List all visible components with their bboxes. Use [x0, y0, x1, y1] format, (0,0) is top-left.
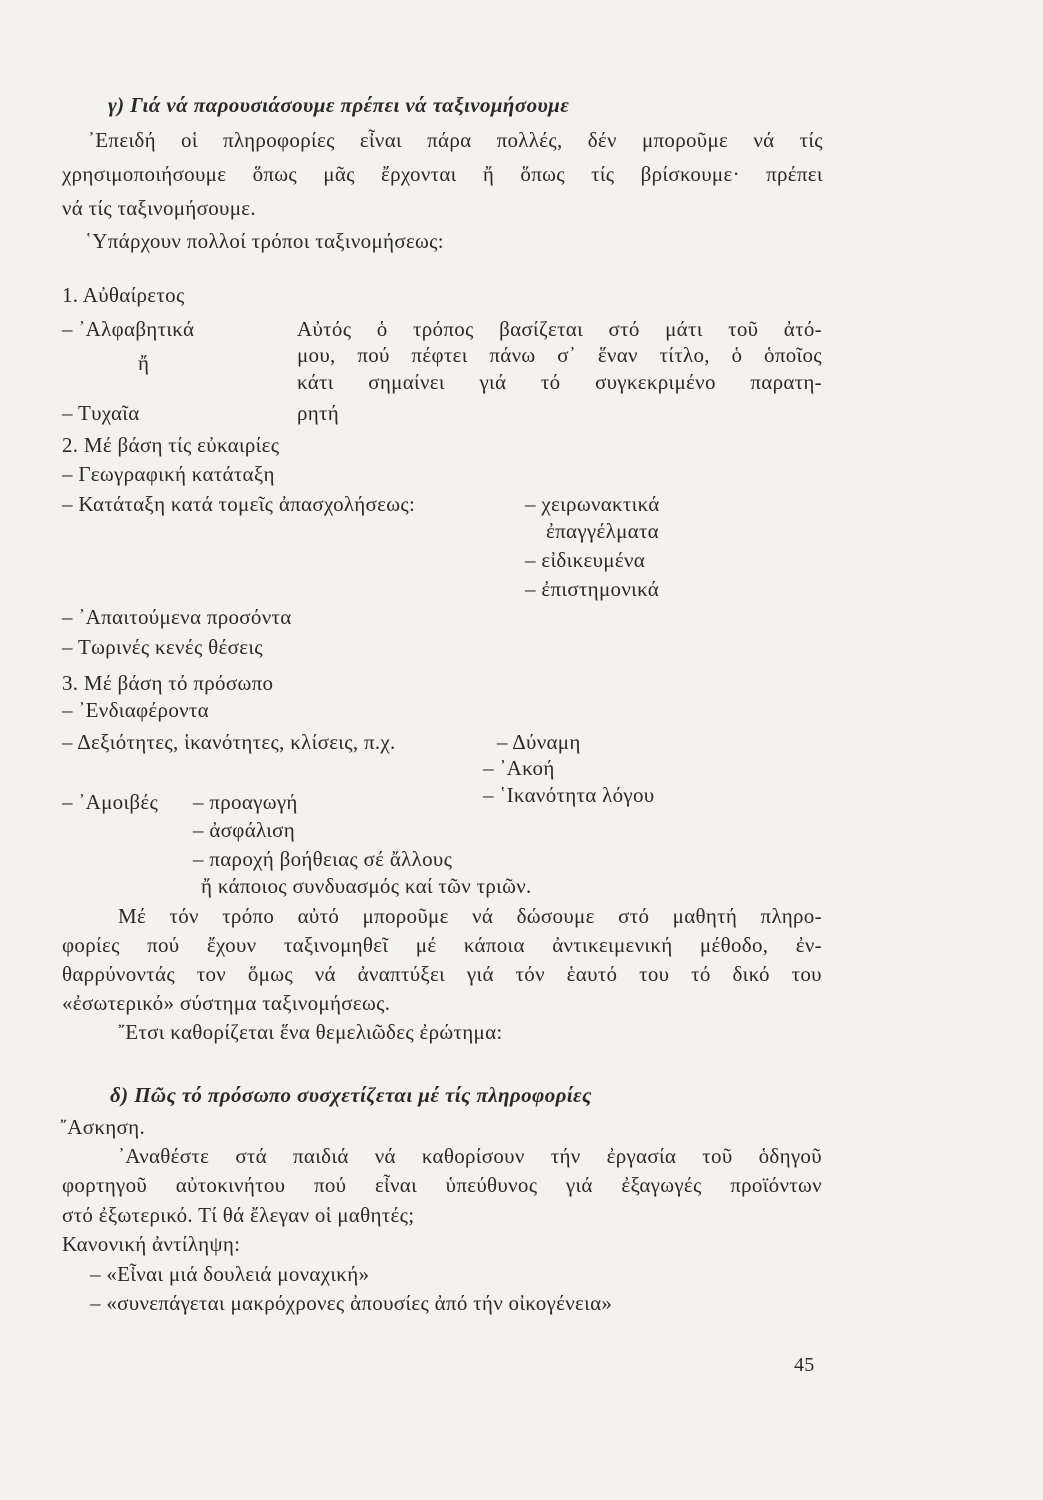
list1-or: ἤ — [138, 351, 150, 375]
intro-line-4: ῾Υπάρχουν πολλοί τρόποι ταξινομήσεως: — [85, 229, 444, 253]
list1-note-line-4: ρητή — [297, 401, 340, 425]
perception-item-2: – «συνεπάγεται μακρόχρονες ἀπουσίες ἀπό τήν οἰκογένεια» — [90, 1291, 613, 1315]
list2-sectors: – Κατάταξη κατά τομεῖς ἀπασχολήσεως: — [62, 492, 416, 516]
section-c-heading: γ) Γιά νά παρουσιάσουμε πρέπει νά ταξινομήσουμε — [108, 93, 570, 117]
paragraph2-line-1: Μέ τόν τρόπο αὐτό μποροῦμε νά δώσουμε στό μαθητή πληρο- — [118, 904, 822, 928]
list1-item-alphabetical: – ᾿Αλφαβητικά — [62, 317, 195, 341]
fundamental-question: ῎Ετσι καθορίζεται ἕνα θεμελιῶδες ἐρώτημα: — [118, 1020, 503, 1044]
list2-required-qualifications: – ᾿Απαιτούμενα προσόντα — [62, 605, 292, 629]
skill-item-speech: – ῾Ικανότητα λόγου — [483, 783, 655, 807]
skill-item-strength: – Δύναμη — [497, 730, 581, 754]
exercise-line-1: ᾿Αναθέστε στά παιδιά νά καθορίσουν τήν ἐργασία τοῦ ὁδηγοῦ — [118, 1144, 822, 1168]
list3-skills: – Δεξιότητες, ἱκανότητες, κλίσεις, π.χ. — [62, 730, 396, 754]
list1-item-random: – Τυχαῖα — [62, 401, 140, 425]
exercise-label: ῎Ασκηση. — [60, 1115, 145, 1139]
page-number: 45 — [794, 1354, 815, 1376]
list3-title: 3. Μέ βάση τό πρόσωπο — [62, 671, 274, 695]
sector-item-manual: – χειρωνακτικά — [525, 492, 660, 516]
intro-line-1: ᾿Επειδή οἱ πληροφορίες εἶναι πάρα πολλές, δέν μποροῦμε νά τίς — [88, 128, 823, 152]
paragraph2-line-2: φορίες πού ἔχουν ταξινομηθεῖ μέ κάποια ἀντικειμενική μέθοδο, ἐν- — [62, 933, 822, 957]
intro-line-2: χρησιμοποιήσουμε ὅπως μᾶς ἔρχονται ἤ ὅπως τίς βρίσκουμε· πρέπει — [62, 162, 823, 186]
list3-rewards: – ᾿Αμοιβές — [62, 790, 159, 814]
list2-geographic: – Γεωγραφική κατάταξη — [62, 462, 275, 486]
reward-item-helping-others: – παροχή βοήθειας σέ ἄλλους — [193, 847, 453, 871]
sector-item-professions: ἐπαγγέλματα — [546, 519, 659, 543]
reward-item-promotion: – προαγωγή — [193, 790, 298, 814]
list1-title: 1. Αὐθαίρετος — [62, 283, 185, 307]
perception-label: Κανονική ἀντίληψη: — [62, 1232, 241, 1256]
reward-item-combination: ἤ κάποιος συνδυασμός καί τῶν τριῶν. — [201, 874, 532, 898]
list3-interests: – ᾿Ενδιαφέροντα — [62, 698, 209, 722]
paragraph2-line-4: «ἐσωτερικό» σύστημα ταξινομήσεως. — [62, 991, 391, 1015]
list2-title: 2. Μέ βάση τίς εὐκαιρίες — [62, 433, 280, 457]
section-d-heading: δ) Πῶς τό πρόσωπο συσχετίζεται μέ τίς πληροφορίες — [110, 1083, 592, 1107]
paragraph2-line-3: θαρρύνοντάς τον ὅμως νά ἀναπτύξει γιά τόν ἑαυτό του τό δικό του — [62, 962, 822, 986]
list2-current-vacancies: – Τωρινές κενές θέσεις — [62, 635, 263, 659]
exercise-line-2: φορτηγοῦ αὐτοκινήτου πού εἶναι ὑπεύθυνος γιά ἐξαγωγές προϊόντων — [62, 1173, 822, 1197]
list1-note-line-1: Αὐτός ὁ τρόπος βασίζεται στό μάτι τοῦ ἀτό- — [297, 317, 822, 341]
exercise-line-3: στό ἐξωτερικό. Τί θά ἔλεγαν οἱ μαθητές; — [62, 1203, 415, 1227]
list1-note-line-2: μου, πού πέφτει πάνω σ᾿ ἕναν τίτλο, ὁ ὁποῖος — [297, 343, 822, 367]
sector-item-specialized: – εἰδικευμένα — [525, 548, 646, 572]
list1-note-line-3: κάτι σημαίνει γιά τό συγκεκριμένο παρατη- — [297, 370, 822, 394]
intro-line-3: νά τίς ταξινομήσουμε. — [62, 196, 256, 220]
perception-item-1: – «Εἶναι μιά δουλειά μοναχική» — [90, 1262, 370, 1286]
skill-item-hearing: – ᾿Ακοή — [483, 756, 555, 780]
reward-item-insurance: – ἀσφάλιση — [193, 818, 296, 842]
sector-item-scientific: – ἐπιστημονικά — [525, 577, 660, 601]
